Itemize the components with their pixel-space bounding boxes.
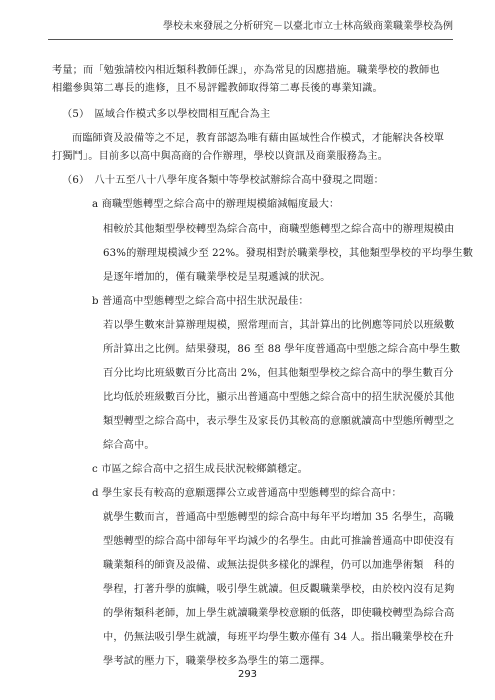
text-line: 比均低於班級數百分比，顯示出普通高中型態之綜合高中的招生狀況優於其他 (103, 392, 455, 403)
text-line: 就學生數而言，普通高中型態轉型的綜合高中每年平均增加 35 名學生，高職 (103, 512, 454, 523)
text-line: 是逐年增加的，僅有職業學校是呈現遞減的狀況。 (103, 272, 331, 283)
page-number: 293 (237, 669, 258, 680)
text-line: 職業類科的師資及設備、或無法提供多樣化的課程，仍可以加進學術類 科的 (103, 560, 455, 571)
text-line: 而臨師資及設備等之不足，教育部認為唯有藉由區域性合作模式，才能解決各校單 (72, 133, 445, 144)
text-line: 類型轉型之綜合高中，表示學生及家長仍其較高的意願就讀高中型態所轉型之 (103, 416, 455, 427)
text-line: 63%的辦理規模減少至 22%。發現相對於職業學校，其他類型學校的平均學生數 (103, 248, 474, 259)
text-line: 型態轉型的綜合高中卻每年平均減少的名學生。由此可推論普通高中即使沒有 (103, 536, 455, 547)
text-line: 打獨鬥」。目前多以高中與高商的合作辦理，學校以資訊及商業服務為主。 (52, 151, 389, 162)
text-line: 綜合高中。 (103, 440, 155, 451)
running-header (48, 20, 453, 40)
text-line: 相繼參與第二專長的進修，且不易評鑑教師取得第二專長後的專業知識。 (52, 83, 383, 94)
section-heading-6: （6） 八十五至八十八學年度各類中等學校試辦綜合高中發現之問題： (62, 175, 384, 186)
text-line: 百分比均比班級數百分比高出 2%，但其他類型學校之綜合高中的學生數百分 (103, 368, 454, 379)
text-line: 中，仍無法吸引學生就讀，每班平均學生數亦僅有 34 人。指出職業學校在升 (103, 632, 454, 643)
section-heading-5: （5） 區域合作模式多以學校間相互配合為主 (62, 109, 271, 120)
text-line: 若以學生數來計算辦理規模，照常理而言，其計算出的比例應等同於以班級數 (103, 320, 455, 331)
item-heading-a: a 商職型態轉型之綜合高中的辦理規模縮減幅度最大： (92, 199, 340, 210)
item-heading-b: b 普通高中型態轉型之綜合高中招生狀況最佳： (92, 296, 309, 307)
item-heading-c: c 市區之綜合高中之招生成長狀況較鄉鎮穩定。 (92, 464, 308, 475)
text-line: 的學術類科老師，加上學生就讀職業學校意願的低落，即使職校轉型為綜合高 (103, 608, 455, 619)
text-line: 學程，打著升學的旗幟，吸引學生就讀。但反觀職業學校，由於校內沒有足夠 (103, 584, 455, 595)
text-line: 學考試的壓力下，職業學校多為學生的第二選擇。 (103, 656, 331, 667)
text-line: 所計算出之比例。結果發現，86 至 88 學年度普通高中型態之綜合高中學生數 (103, 344, 461, 355)
item-heading-d: d 學生家長有較高的意願選擇公立或普通高中型態轉型的綜合高中： (92, 488, 402, 499)
text-line: 相較於其他類型學校轉型為綜合高中，商職型態轉型之綜合高中的辦理規模由 (103, 224, 455, 235)
running-header-title: 學校未來發展之分析研究－以臺北市立士林高級商業職業學校為例 (163, 21, 453, 32)
text-line: 考量；而「勉強請校內相近類科教師任課」，亦為常見的因應措施。職業學校的教師也 (52, 65, 440, 76)
